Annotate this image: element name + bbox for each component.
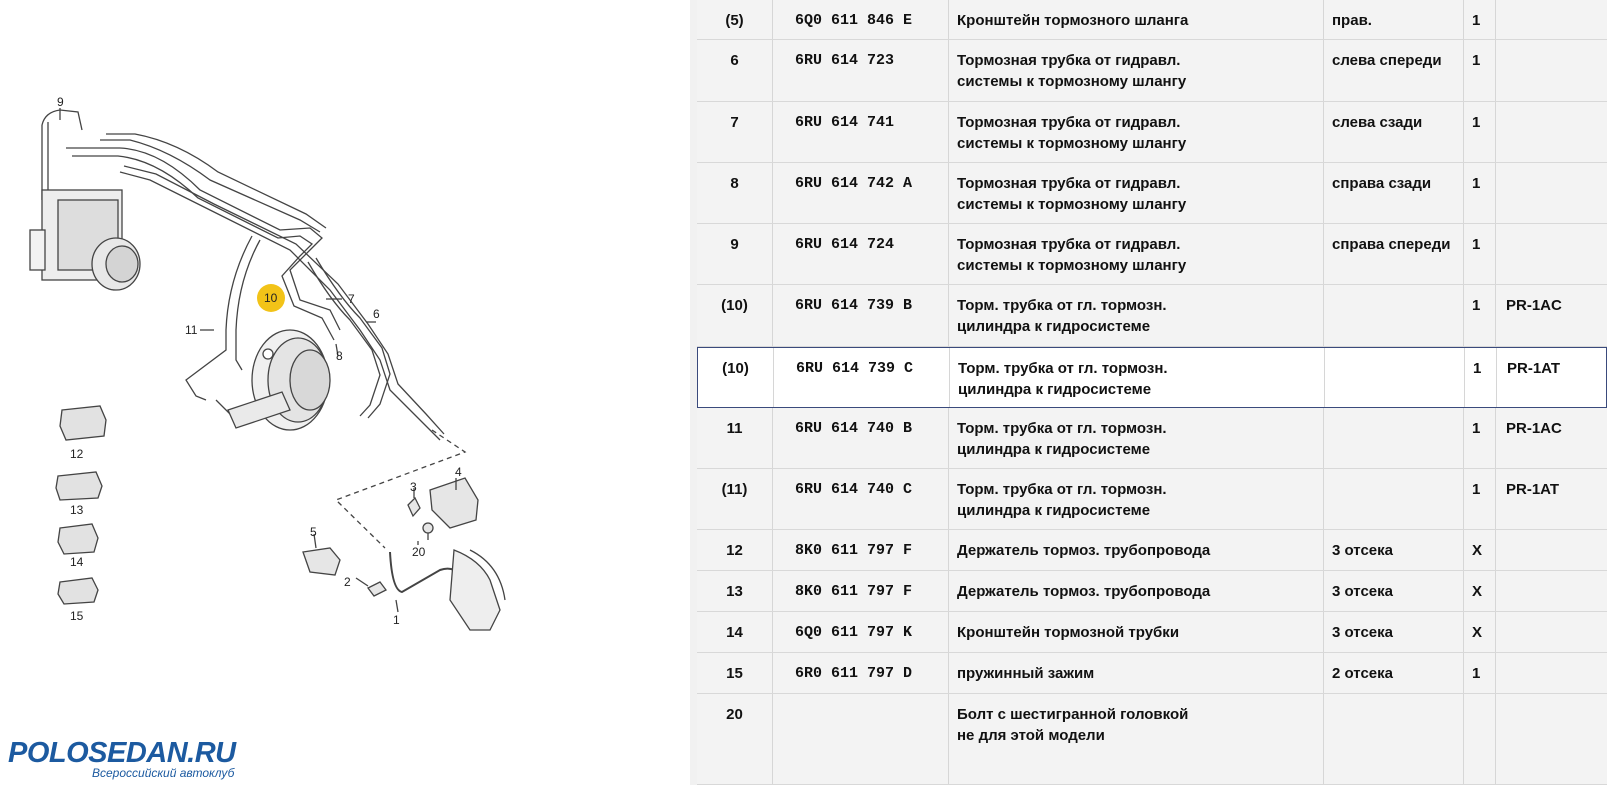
position-cell: 14 [697, 612, 773, 652]
part-number-cell: 6RU 614 741 [773, 102, 949, 162]
description-cell [949, 285, 1324, 346]
position-cell: 13 [697, 571, 773, 611]
description-cell [949, 40, 1324, 101]
description-cell [949, 694, 1324, 784]
description-cell [949, 530, 1324, 570]
position-cell: (10) [697, 285, 773, 346]
quantity-cell: 1 [1464, 653, 1496, 693]
quantity-cell [1464, 694, 1496, 784]
quantity-cell: X [1464, 530, 1496, 570]
table-row[interactable] [697, 408, 1607, 469]
description-line: системы к тормозному шлангу [957, 73, 1187, 90]
table-row[interactable] [697, 612, 1607, 653]
callout-label: 13 [70, 503, 84, 517]
brake-lines-illustration [0, 0, 690, 785]
quantity-cell: 1 [1464, 102, 1496, 162]
part-number-cell: 6Q0 611 797 K [773, 612, 949, 652]
callout-label: 6 [373, 307, 380, 321]
note-cell [1324, 408, 1464, 468]
description-line: Кронштейн тормозного шланга [957, 12, 1189, 29]
description-cell [949, 163, 1324, 223]
description-line: Торм. трубка от гл. тормозн. [958, 360, 1168, 377]
description-line: системы к тормозному шлангу [957, 196, 1187, 213]
part-number-cell: 8K0 611 797 F [773, 571, 949, 611]
note-cell: слева сзади [1324, 102, 1464, 162]
callout-label: 20 [412, 545, 426, 559]
description-line: цилиндра к гидросистеме [957, 318, 1151, 335]
model-cell [1496, 163, 1607, 223]
table-row[interactable] [697, 469, 1607, 530]
parts-diagram [0, 0, 690, 785]
description-line: цилиндра к гидросистеме [958, 381, 1152, 398]
description-line: Тормозная трубка от гидравл. [957, 52, 1181, 69]
part-number-cell: 6RU 614 740 C [773, 469, 949, 529]
site-logo [8, 737, 236, 780]
position-cell: (10) [698, 348, 774, 407]
note-cell: 2 отсека [1324, 653, 1464, 693]
part-number-cell: 8K0 611 797 F [773, 530, 949, 570]
parts-table [697, 0, 1607, 785]
model-cell: PR-1AT [1506, 481, 1560, 498]
quantity-cell: 1 [1465, 348, 1497, 407]
part-number-cell: 6RU 614 742 A [773, 163, 949, 223]
position-cell: (11) [697, 469, 773, 529]
part-number-cell: 6RU 614 739 C [774, 348, 950, 407]
table-row[interactable] [697, 571, 1607, 612]
callout-label: 11 [185, 323, 198, 337]
description-cell [950, 348, 1325, 407]
note-cell: 3 отсека [1324, 530, 1464, 570]
note-cell: 3 отсека [1324, 612, 1464, 652]
callout-label: 7 [348, 292, 355, 306]
model-cell [1496, 530, 1607, 570]
description-line: цилиндра к гидросистеме [957, 441, 1151, 458]
description-line: Болт с шестигранной головкой [957, 706, 1189, 723]
description-line: цилиндра к гидросистеме [957, 502, 1151, 519]
description-line: Держатель тормоз. трубопровода [957, 583, 1211, 600]
model-cell: PR-1AC [1506, 297, 1562, 314]
part-number-cell: 6RU 614 723 [773, 40, 949, 101]
position-cell: 7 [697, 102, 773, 162]
note-cell [1325, 348, 1465, 407]
part-number-cell: 6RU 614 739 B [773, 285, 949, 346]
part-number-cell [773, 694, 949, 784]
description-line: Торм. трубка от гл. тормозн. [957, 420, 1167, 437]
table-row[interactable] [697, 347, 1607, 408]
callout-label: 8 [336, 349, 343, 363]
table-row[interactable] [697, 224, 1607, 285]
quantity-cell: 1 [1464, 0, 1496, 39]
callout-label: 10 [264, 291, 278, 305]
logo-subtitle: Всероссийский автоклуб [92, 766, 235, 780]
description-line: Тормозная трубка от гидравл. [957, 175, 1181, 192]
model-cell [1496, 612, 1607, 652]
part-number-cell: 6RU 614 724 [773, 224, 949, 284]
description-cell [949, 571, 1324, 611]
model-cell [1496, 694, 1607, 784]
description-line: пружинный зажим [957, 665, 1095, 682]
logo-text: POLOSEDAN.RU [8, 737, 236, 769]
position-cell: 9 [697, 224, 773, 284]
table-row[interactable] [697, 0, 1607, 40]
quantity-cell: 1 [1464, 40, 1496, 101]
position-cell: 8 [697, 163, 773, 223]
model-cell [1496, 224, 1607, 284]
callout-label: 9 [57, 95, 64, 109]
table-row[interactable] [697, 102, 1607, 163]
note-cell [1324, 694, 1464, 784]
quantity-cell: 1 [1464, 224, 1496, 284]
part-number-cell: 6RU 614 740 B [773, 408, 949, 468]
description-line: Торм. трубка от гл. тормозн. [957, 297, 1167, 314]
quantity-cell: X [1464, 571, 1496, 611]
model-cell: PR-1AC [1506, 420, 1562, 437]
position-cell: 6 [697, 40, 773, 101]
description-cell [949, 612, 1324, 652]
description-cell [949, 408, 1324, 468]
description-cell [949, 653, 1324, 693]
description-cell [949, 469, 1324, 529]
description-line: Торм. трубка от гл. тормозн. [957, 481, 1167, 498]
callout-label: 3 [410, 480, 417, 494]
note-cell: справа спереди [1324, 224, 1464, 284]
description-line: системы к тормозному шлангу [957, 135, 1187, 152]
note-cell: справа сзади [1324, 163, 1464, 223]
quantity-cell: 1 [1464, 285, 1496, 346]
note-cell [1324, 285, 1464, 346]
quantity-cell: X [1464, 612, 1496, 652]
callout-label: 1 [393, 613, 400, 627]
part-number-cell: 6R0 611 797 D [773, 653, 949, 693]
position-cell: 11 [697, 408, 773, 468]
model-cell: PR-1AT [1507, 360, 1561, 377]
description-line: Держатель тормоз. трубопровода [957, 542, 1211, 559]
description-cell [949, 0, 1324, 39]
callout-label: 5 [310, 525, 317, 539]
callout-label: 4 [455, 465, 462, 479]
part-number-cell: 6Q0 611 846 E [773, 0, 949, 39]
table-row[interactable] [697, 285, 1607, 347]
table-row[interactable] [697, 653, 1607, 694]
table-row[interactable] [697, 40, 1607, 102]
note-cell: 3 отсека [1324, 571, 1464, 611]
model-cell [1496, 571, 1607, 611]
callout-label: 15 [70, 609, 84, 623]
table-row[interactable] [697, 163, 1607, 224]
table-row[interactable] [697, 694, 1607, 785]
description-line: Тормозная трубка от гидравл. [957, 114, 1181, 131]
quantity-cell: 1 [1464, 163, 1496, 223]
quantity-cell: 1 [1464, 408, 1496, 468]
note-cell [1324, 469, 1464, 529]
callout-label: 12 [70, 447, 84, 461]
description-line: не для этой модели [957, 727, 1105, 744]
model-cell [1496, 0, 1607, 39]
position-cell: 20 [697, 694, 773, 784]
model-cell [1496, 653, 1607, 693]
position-cell: 12 [697, 530, 773, 570]
description-cell [949, 102, 1324, 162]
callout-label: 2 [344, 575, 351, 589]
position-cell: 15 [697, 653, 773, 693]
callout-label: 14 [70, 555, 84, 569]
model-cell [1496, 40, 1607, 101]
note-cell: слева спереди [1324, 40, 1464, 101]
description-cell [949, 224, 1324, 284]
description-line: системы к тормозному шлангу [957, 257, 1187, 274]
description-line: Тормозная трубка от гидравл. [957, 236, 1181, 253]
description-line: Кронштейн тормозной трубки [957, 624, 1180, 641]
model-cell [1496, 102, 1607, 162]
table-row[interactable] [697, 530, 1607, 571]
position-cell: (5) [697, 0, 773, 39]
note-cell: прав. [1324, 0, 1464, 39]
quantity-cell: 1 [1464, 469, 1496, 529]
